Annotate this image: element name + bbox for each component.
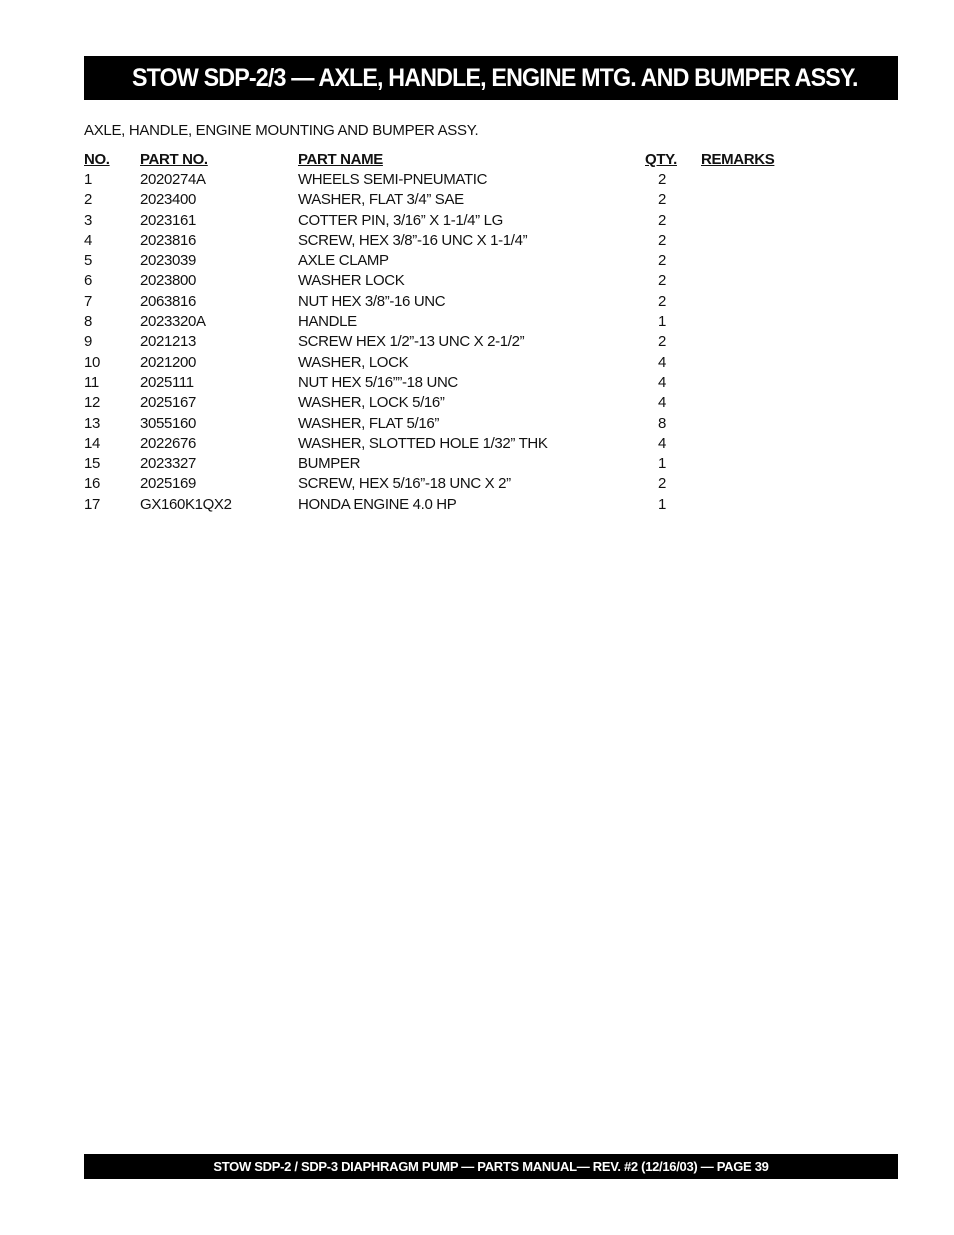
cell-no: 8 [84,313,92,331]
cell-no: 12 [84,394,100,412]
cell-qty: 2 [658,475,666,493]
cell-remarks [701,373,804,393]
cell-no: 3 [84,211,92,229]
cell-part-name: WASHER LOCK [298,272,405,290]
cell-part-no: GX160K1QX2 [140,495,232,513]
cell-qty: 2 [658,292,666,310]
cell-part-no: 2021200 [140,353,196,371]
cell-part-no: 2023327 [140,455,196,473]
table-row [84,393,804,413]
cell-no: 2 [84,191,92,209]
cell-part-no: 3055160 [140,414,196,432]
table-row [84,434,804,454]
table-row [84,353,804,373]
cell-remarks [701,393,804,413]
page-footer-text: STOW SDP-2 / SDP-3 DIAPHRAGM PUMP — PARTS MANUAL— REV. #2 (12/16/03) — PAGE 39 [213,1159,769,1174]
cell-remarks [701,454,804,474]
cell-no: 5 [84,252,92,270]
cell-part-no: 2025167 [140,394,196,412]
table-row [84,271,804,291]
table-row [84,332,804,352]
cell-no: 6 [84,272,92,290]
table-row [84,373,804,393]
cell-no: 4 [84,231,92,249]
column-header-remarks: REMARKS [701,151,775,168]
cell-part-name: SCREW, HEX 5/16”-18 UNC X 2” [298,475,511,493]
section-heading: AXLE, HANDLE, ENGINE MOUNTING AND BUMPER ASSY. [84,122,479,139]
cell-no: 14 [84,434,100,452]
cell-qty: 1 [658,455,666,473]
cell-part-name: AXLE CLAMP [298,252,389,270]
cell-qty: 2 [658,333,666,351]
cell-part-name: NUT HEX 3/8”-16 UNC [298,292,446,310]
table-row [84,474,804,494]
cell-part-name: WASHER, LOCK [298,353,409,371]
cell-part-name: WASHER, FLAT 5/16” [298,414,439,432]
cell-part-no: 2023800 [140,272,196,290]
cell-qty: 2 [658,211,666,229]
cell-part-name: WHEELS SEMI-PNEUMATIC [298,171,488,188]
cell-qty: 2 [658,252,666,270]
cell-remarks [701,474,804,494]
cell-no: 13 [84,414,100,432]
column-header-part-no: PART NO. [140,151,208,168]
cell-part-no: 2025169 [140,475,196,493]
cell-part-name: SCREW, HEX 3/8”-16 UNC X 1-1/4” [298,231,528,249]
cell-remarks [701,231,804,251]
column-header-part-name: PART NAME [298,151,383,168]
table-row [84,170,804,190]
cell-qty: 4 [658,394,666,412]
cell-qty: 2 [658,231,666,249]
cell-remarks [701,353,804,373]
cell-qty: 2 [658,171,666,188]
cell-qty: 2 [658,272,666,290]
cell-qty: 8 [658,414,666,432]
cell-part-name: SCREW HEX 1/2”-13 UNC X 2-1/2” [298,333,525,351]
cell-part-no: 2063816 [140,292,196,310]
cell-no: 10 [84,353,100,371]
table-row [84,292,804,312]
cell-no: 7 [84,292,92,310]
cell-part-name: BUMPER [298,455,361,473]
table-row [84,454,804,474]
cell-part-no: 2023816 [140,231,196,249]
page-title: STOW SDP-2/3 — AXLE, HANDLE, ENGINE MTG. AND BUMPER ASSY. [132,63,858,92]
cell-part-name: HONDA ENGINE 4.0 HP [298,495,457,513]
cell-part-no: 2023161 [140,211,196,229]
cell-no: 16 [84,475,100,493]
parts-table-body [84,170,804,515]
cell-part-name: COTTER PIN, 3/16” X 1-1/4” LG [298,211,503,229]
cell-qty: 2 [658,191,666,209]
cell-remarks [701,414,804,434]
cell-remarks [701,170,804,190]
cell-no: 17 [84,495,100,513]
column-header-qty: QTY. [645,151,677,168]
cell-part-no: 2025111 [140,373,194,391]
cell-qty: 1 [658,495,666,513]
cell-part-no: 2023400 [140,191,196,209]
cell-no: 15 [84,455,100,473]
cell-qty: 4 [658,373,666,391]
table-row [84,190,804,210]
cell-part-no: 2020274A [140,171,206,188]
table-row [84,251,804,271]
cell-part-no: 2022676 [140,434,196,452]
cell-no: 1 [84,171,92,188]
column-header-no: NO. [84,151,110,168]
cell-qty: 4 [658,353,666,371]
cell-part-name: HANDLE [298,313,357,331]
table-row [84,211,804,231]
cell-part-name: WASHER, LOCK 5/16” [298,394,445,412]
page-title-bar [84,56,898,100]
cell-part-name: NUT HEX 5/16””-18 UNC [298,373,458,391]
cell-no: 9 [84,333,92,351]
cell-part-no: 2023320A [140,313,206,331]
table-row [84,312,804,332]
table-row [84,414,804,434]
cell-part-name: WASHER, SLOTTED HOLE 1/32” THK [298,434,548,452]
table-header-row [84,150,804,170]
cell-qty: 1 [658,313,666,331]
cell-remarks [701,434,804,454]
cell-remarks [701,495,804,515]
cell-remarks [701,332,804,352]
cell-no: 11 [84,373,99,391]
parts-table [84,150,804,515]
cell-part-name: WASHER, FLAT 3/4” SAE [298,191,464,209]
cell-qty: 4 [658,434,666,452]
cell-remarks [701,292,804,312]
cell-remarks [701,271,804,291]
cell-remarks [701,190,804,210]
cell-part-no: 2023039 [140,252,196,270]
table-row [84,231,804,251]
cell-remarks [701,312,804,332]
cell-remarks [701,211,804,231]
cell-remarks [701,251,804,271]
table-row [84,495,804,515]
cell-part-no: 2021213 [140,333,196,351]
page-footer-bar [84,1154,898,1179]
